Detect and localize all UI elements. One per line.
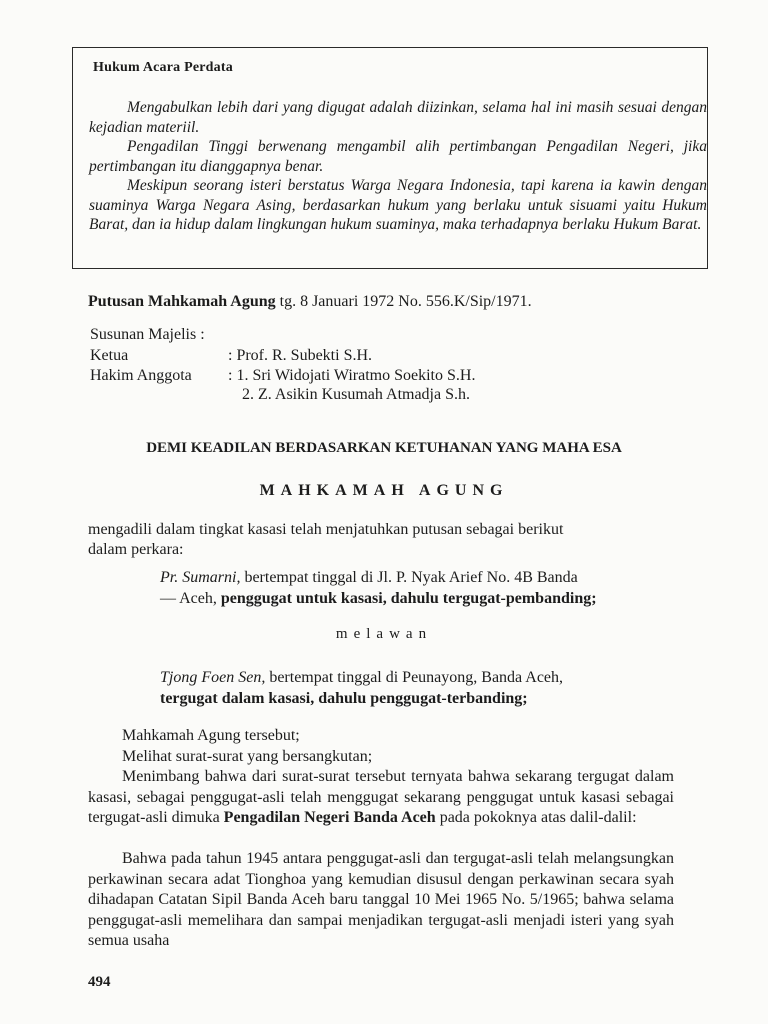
body-paragraph-3-end: pada pokoknya atas dalil-dalil: (439, 809, 637, 826)
plaintiff-address-2: — Aceh, (160, 590, 217, 607)
body-line-1: Mahkamah Agung tersebut; (122, 727, 300, 744)
intro-line-1: mengadili dalam tingkat kasasi telah menjatuhkan putusan sebagai berikut (88, 521, 564, 538)
chair-name: : Prof. R. Subekti S.H. (228, 347, 373, 364)
decision-label: Putusan Mahkamah Agung (88, 293, 276, 310)
summary-paragraph-1: Mengabulkan lebih dari yang digugat adalah diizinkan, selama hal ini masih sesuai dengan kejadian materiil. (89, 99, 707, 136)
decision-reference (88, 292, 532, 312)
defendant-role: tergugat dalam kasasi, dahulu penggugat-terbanding; (160, 690, 528, 707)
plaintiff-name: Pr. Sumarni, (160, 569, 241, 586)
body-paragraph-3 (88, 767, 674, 829)
defendant-line-1 (160, 668, 563, 688)
defendant-name: Tjong Foen Sen, (160, 669, 266, 686)
plaintiff-role: penggugat untuk kasasi, dahulu tergugat-pembanding; (220, 590, 597, 607)
plaintiff-line-2 (160, 589, 597, 609)
body-paragraph-3-text: Menimbang bahwa dari surat-surat tersebut ternyata bahwa sekarang tergugat dalam kasasi, sebagai penggugat-asli telah menggugat sekarang penggugat untuk kasasi sebagai tergugat-asli dimuka (88, 768, 674, 826)
plaintiff-line-1 (160, 568, 578, 588)
summary-box (72, 47, 708, 269)
member-2: 2. Z. Asikin Kusumah Atmadja S.h. (242, 386, 470, 403)
invocation-heading: DEMI KEADILAN BERDASARKAN KETUHANAN YANG MAHA ESA (146, 440, 622, 456)
member-1: : 1. Sri Widojati Wiratmo Soekito S.H. (228, 367, 476, 384)
defendant-address: bertempat tinggal di Peunayong, Banda Aceh, (269, 669, 564, 686)
panel-heading: Susunan Majelis : (90, 326, 205, 343)
chair-label: Ketua (90, 347, 129, 364)
court-heading: MAHKAMAH AGUNG (259, 482, 509, 499)
summary-title: Hukum Acara Perdata (93, 60, 233, 75)
intro-line-2: dalam perkara: (88, 541, 184, 558)
summary-paragraph-3: Meskipun seorang isteri berstatus Warga Negara Indonesia, tapi karena ia kawin dengan suaminya Warga Negara Asing, berdasarkan hukum yang berlaku untuk sisuami yaitu Hukum Barat, dan ia hidup dalam lingkungan hukum suaminya, maka terhadapnya berlaku Hukum Barat. (89, 177, 707, 233)
summary-paragraph-2: Pengadilan Tinggi berwenang mengambil alih pertimbangan Pengadilan Negeri, jika pertimbangan itu dianggapnya benar. (89, 138, 707, 175)
decision-detail: tg. 8 Januari 1972 No. 556.K/Sip/1971. (279, 293, 532, 310)
versus-label: melawan (335, 626, 433, 642)
plaintiff-address-1: bertempat tinggal di Jl. P. Nyak Arief No. 4B Banda (244, 569, 578, 586)
court-name-inline: Pengadilan Negeri Banda Aceh (223, 809, 436, 826)
page-number: 494 (88, 974, 111, 990)
body-line-2: Melihat surat-surat yang bersangkutan; (122, 748, 373, 765)
body-paragraph-4: Bahwa pada tahun 1945 antara penggugat-asli dan tergugat-asli telah melangsungkan perkawinan secara adat Tionghoa yang kemudian disusul dengan perkawinan secara syah dihadapan Catatan Sipil Banda Aceh baru tanggal 10 Mei 1965 No. 5/1965; bahwa selama penggugat-asli memelihara dan sampai menjadikan tergugat-asli menjadi isteri yang syah semua usaha (88, 850, 674, 949)
members-label: Hakim Anggota (90, 367, 192, 384)
